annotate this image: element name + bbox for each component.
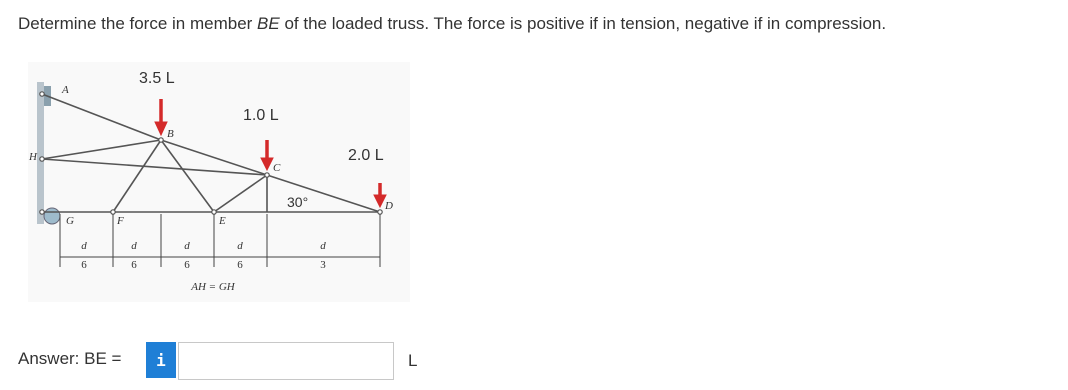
node-labels [28,84,393,227]
node-e-label: E [219,215,226,227]
truss-members [42,94,380,212]
truss-diagram [28,62,410,302]
svg-text:d: d [81,240,87,252]
load-c-label: 1.0 L [243,107,279,124]
angle-label: 30° [287,194,309,210]
node-a-label: A [62,84,69,96]
member-label: BE [257,14,280,33]
load-d-label: 2.0 L [348,147,384,164]
truss-figure [28,62,410,302]
wall-support [37,82,44,224]
svg-text:d: d [320,240,326,252]
question-text: Determine the force in member BE of the loaded truss. The force is positive if in tension, negative if in compression. [18,14,887,33]
svg-text:3: 3 [320,259,326,271]
svg-text:d: d [184,240,190,252]
roller-support-g [44,208,60,224]
svg-text:d: d [131,240,137,252]
answer-input[interactable] [178,342,394,380]
units-label: L [408,351,418,370]
node-c-label: C [273,162,281,174]
svg-text:6: 6 [131,259,137,271]
dimension-labels [81,240,326,293]
node-g-label: G [66,215,74,227]
svg-text:6: 6 [237,259,243,271]
info-icon[interactable]: i [146,342,176,378]
node-h-label: H [29,151,37,163]
answer-label: Answer: BE = [18,349,122,368]
node-d-label: D [385,200,393,212]
node-b-label: B [167,128,174,140]
dimension-note: AH = GH [191,281,235,293]
svg-text:d: d [237,240,243,252]
svg-text:6: 6 [184,259,190,271]
svg-text:6: 6 [81,259,87,271]
load-b-label: 3.5 L [139,70,175,87]
node-f-label: F [117,215,124,227]
